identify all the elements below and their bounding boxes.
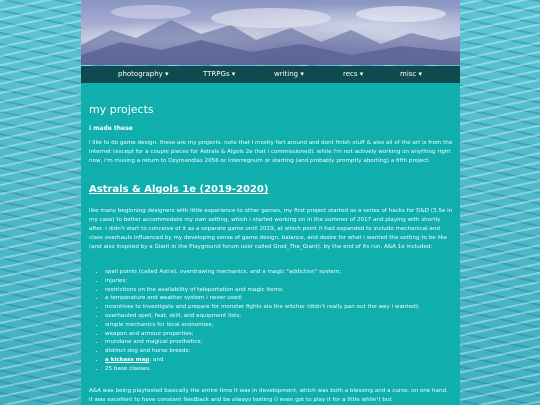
list-item (105, 356, 455, 365)
page-title: my projects (89, 103, 154, 116)
list-item: • spell points (called Astra), overdrawing mechanics, and a magic "addiction" system; (105, 268, 455, 277)
main-navbar (81, 66, 460, 83)
nav-photography[interactable]: photography ▾ (118, 70, 169, 78)
map-suffix: ; and (149, 356, 164, 363)
section-body: like many beginning designers with little experience to other games, my first project started as a series of hacks for D&D (3.5e in my case) to better accommodate my own setting, which i started working on in the summer of 2017 and playing with shortly after. i didn't start to conceive of it as a separate game until 2019, at which point it had expanded to include mechanical and class overhauls influenced by my developing sense of game design, balance, and desire for what i wanted the setting to be like (and also inspired by a Giant in the Playground forum user called Grod_The_Giant). by the end of its run, A&A 1e included: (89, 208, 453, 250)
list-item: • incentives to investigate and prepare for monster fights ala the witcher (didn't really pan out the way i wanted); (105, 303, 455, 312)
list-item: • distinct dog and horse breeds; (105, 347, 455, 356)
kickass-map-link[interactable]: a kickass map (105, 356, 150, 363)
list-item: • simple mechanics for local economies; (105, 321, 455, 330)
list-item: • injuries; (105, 277, 455, 286)
feature-list (95, 268, 455, 374)
header-banner-image (81, 0, 460, 65)
nav-writing[interactable]: writing ▾ (274, 70, 304, 78)
nav-recs[interactable]: recs ▾ (343, 70, 364, 78)
list-item: • overhauled spell, feat, skill, and equipment lists; (105, 312, 455, 321)
nav-ttrpgs[interactable]: TTRPGs ▾ (203, 70, 236, 78)
list-item: • weapon and armour properties; (105, 330, 455, 339)
list-item: • a temperature and weather system i never used; (105, 294, 455, 303)
closing-paragraph: A&A was being playtested basically the entire time it was in development, which was both a blessing and a curse. on one hand, it was excellent to have constant feedback and be always testing (i even got to play it for a little while!) but (89, 388, 448, 403)
list-item: • 25 base classes. (105, 365, 455, 374)
page-subtitle: i made these (89, 125, 133, 132)
list-item: • restrictions on the availability of teleportation and magic items; (105, 286, 455, 295)
list-item: • mundane and magical prosthetics; (105, 338, 455, 347)
intro-paragraph: i like to do game design. these are my projects. note that i mostly fart around and dont finish stuff & also all of the art is from the internet (except for a couple pieces for Astrals & Algols 2e that i commissioned). while i'm not actively working on anything right now, i'm musing a return to Ozymandias 2056 or Interregnum or starting (and probably promptly aborting) a fifth project. (89, 140, 453, 164)
main-content (81, 83, 460, 405)
section-title-astrals-algols[interactable]: Astrals & Algols 1e (2019-2020) (89, 184, 269, 195)
nav-misc[interactable]: misc ▾ (400, 70, 422, 78)
